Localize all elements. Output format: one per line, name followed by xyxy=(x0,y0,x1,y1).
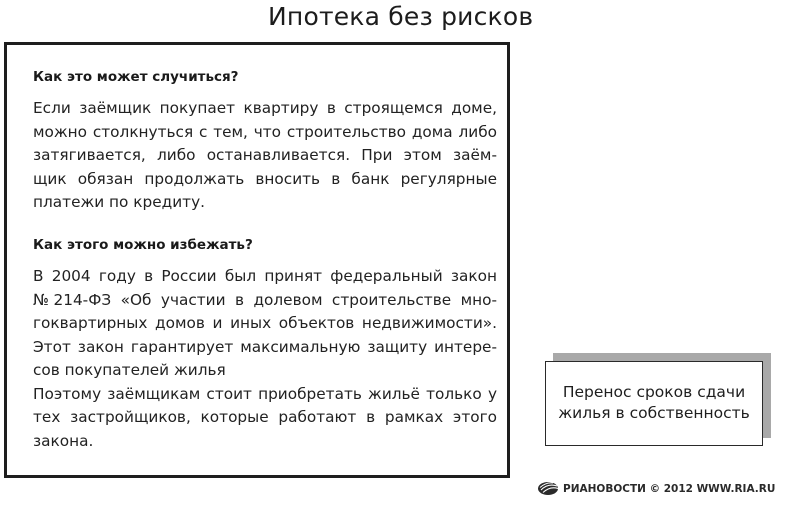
section-text-how-it-happens xyxy=(33,97,497,215)
text-line: Этот закон гарантирует максимальную защиту интере- xyxy=(33,337,497,356)
section-heading-how-to-avoid: Как этого можно избежать? xyxy=(33,237,253,253)
risk-callout-line: жилья в собственность xyxy=(558,404,750,422)
text-line: гоквартирных домов и иных объектов недвижимости». xyxy=(33,314,497,332)
main-info-box xyxy=(4,42,510,478)
risk-callout-box xyxy=(545,361,763,446)
text-line: платежи по кредиту. xyxy=(33,193,205,211)
ria-globe-icon xyxy=(537,481,561,496)
text-line: щик обязан продолжать вносить в банк регулярные xyxy=(33,169,497,188)
text-line: Поэтому заёмщикам стоит приобретать жильё только у xyxy=(33,384,497,403)
text-line: можно столкнуться с тем, что строительство дома либо xyxy=(33,122,497,141)
risk-callout-text xyxy=(546,382,762,424)
footer-text: РИАНОВОСТИ © 2012 WWW.RIA.RU xyxy=(563,482,776,495)
text-line: затягивается, либо останавливается. При этом заём- xyxy=(33,146,497,164)
text-line: Если заёмщик покупает квартиру в строящемся доме, xyxy=(33,99,497,117)
footer-credit xyxy=(537,481,775,496)
risk-callout-line: Перенос сроков сдачи xyxy=(562,383,746,401)
text-line: закона. xyxy=(33,431,94,450)
text-line: сов покупателей жилья xyxy=(33,361,226,379)
section-heading-how-it-happens: Как это может случиться? xyxy=(33,69,239,85)
page-title: Ипотека без рисков xyxy=(268,2,534,31)
text-line: В 2004 году в России был принят федеральный закон xyxy=(33,267,497,285)
text-line: тех застройщиков, которые работают в рамках этого xyxy=(33,408,497,426)
text-line: №214-ФЗ «Об участии в долевом строительстве мно- xyxy=(33,290,497,309)
section-text-how-to-avoid xyxy=(33,265,497,453)
